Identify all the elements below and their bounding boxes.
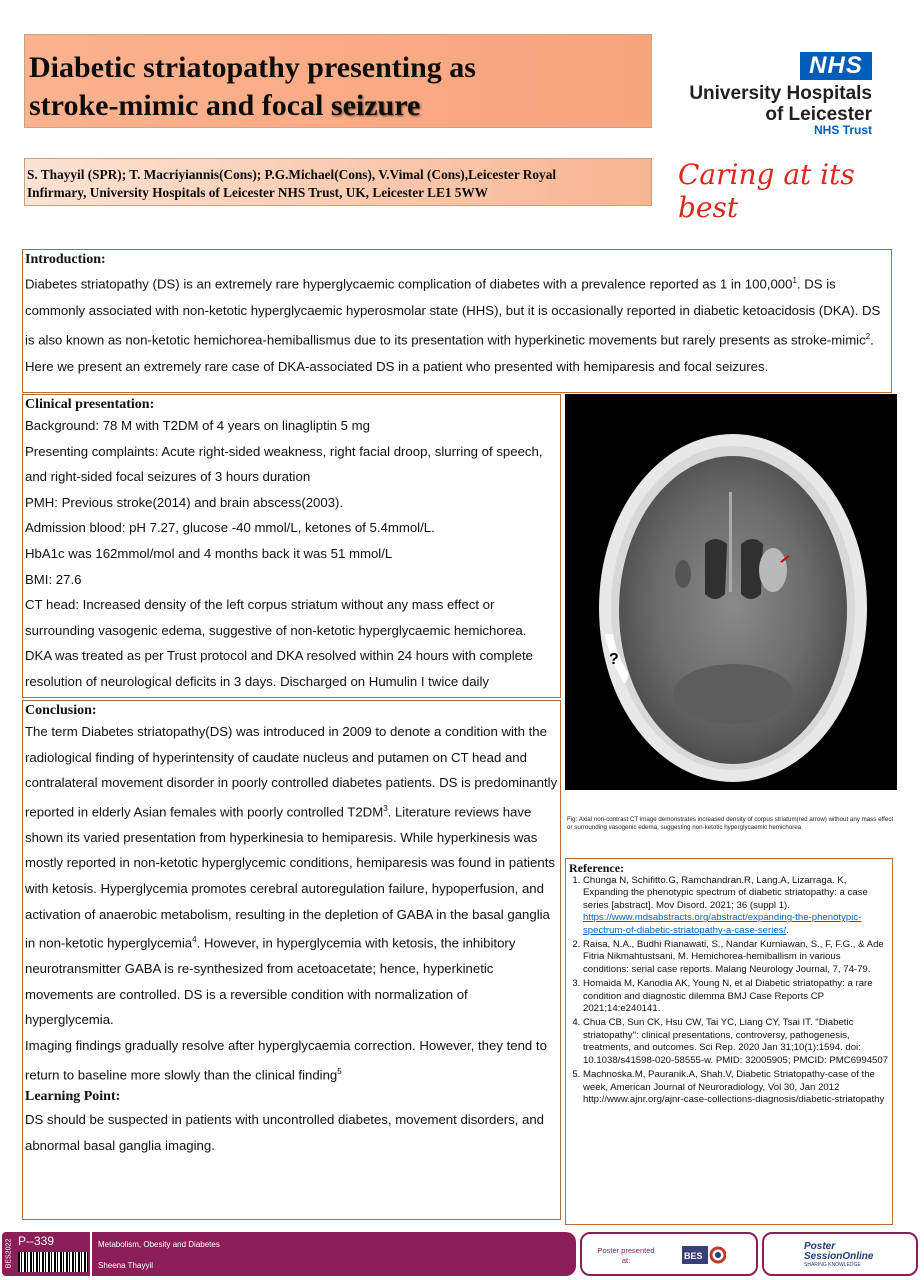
bes-logo-icon [682, 1242, 726, 1268]
slogan: Caring at its best [678, 158, 855, 224]
ct-marker: ? [609, 651, 619, 668]
clinical-line: Presenting complaints: Acute right-sided weakness, right facial droop, slurring of speech, and right-sided focal seizures of 3 hours duration [25, 443, 543, 485]
poster-topic: Metabolism, Obesity and Diabetes [98, 1240, 220, 1249]
introduction-title: Introduction: [25, 252, 106, 267]
footer [0, 1232, 924, 1280]
pso-subtitle: SHARING KNOWLEDGE [804, 1262, 861, 1268]
intro-sup-1: 1 [792, 276, 797, 285]
authors-banner [24, 158, 652, 206]
title-line-2: stroke-mimic and focal [29, 89, 331, 122]
reference-item: 4. Chua CB, Sun CK, Hsu CW, Tai YC, Liang CY, Tsai IT. "Diabetic striatopathy": clinical presentations, controversy, pathogenesis, treatments, and outcomes. Sci Rep. 2020 Jan 31;10(1):1594. doi: 10.1038/s41598-020-58555-w. PMID: 32005905; PMCID: PMC6994507 [583, 1017, 889, 1067]
learning-point-title: Learning Point: [25, 1089, 121, 1105]
introduction-text [25, 268, 889, 380]
concl-sup-1: 3 [383, 803, 388, 813]
poster-session-online-logo [762, 1232, 918, 1276]
title-line-1: Diabetic striatopathy presenting as [29, 51, 476, 84]
title-highlight: seizure [330, 89, 421, 122]
references-section [565, 858, 893, 1225]
concl-text-c: . However, in hyperglycemia with ketosis, the inhibitory neurotransmitter GABA is re-synthesized from acetoacetate; hence, hyperkinetic movements are controlled. DS is a reversible condition with normalization of hyperglycemia. [25, 935, 516, 1028]
concl-sup-2: 4 [192, 935, 197, 945]
pso-logo-text [804, 1242, 873, 1262]
event-code-vertical: BES2022 [5, 1238, 13, 1269]
presented-at-block [580, 1232, 758, 1276]
clinical-line: HbA1c was 162mmol/mol and 4 months back it was 51 mmol/L [25, 545, 393, 561]
references-title: Reference: [569, 861, 625, 875]
authors [27, 166, 649, 202]
conclusion-paragraph-2 [25, 1033, 558, 1088]
concl-text-b: . Literature reviews have shown its varied presentation from hyperkinesia to hemiparesis. While hyperkinesis was mostly reported in non-ketotic hyperglycemic conditions, hemiparesis was found in patients with ketosis. Hyperglycemia promotes cerebral autoregulation failure, hypoperfusion, and activation of anaerobic metabolism, resulting in the depletion of GABA in the basal ganglia in non-ketotic hyperglycemia [25, 804, 555, 951]
introduction-section [22, 249, 892, 393]
barcode-icon [18, 1252, 88, 1272]
bes-logo-text: BES [684, 1251, 703, 1261]
clinical-line: Background: 78 M with T2DM of 4 years on linagliptin 5 mg [25, 418, 370, 433]
nhs-logo [668, 40, 888, 224]
org-line-1: University Hospitals [689, 83, 872, 104]
intro-text-a: Diabetes striatopathy (DS) is an extremely rare hyperglycaemic complication of diabetes with a prevalence reported as 1 in 100,000 [25, 276, 793, 292]
poster-author: Sheena Thayyil [98, 1261, 153, 1270]
conclusion-section [22, 700, 561, 1220]
reference-tail: . [786, 924, 789, 936]
intro-text-b: . DS is commonly associated with non-ketotic hyperglycaemic hyperosmolar state (HHS), but it is occasionally reported in diabetic ketoacidosis (DKA). DS is also known as non-ketotic hemichorea-hemiballismus due to its presentation with hyperkinetic movements but rarely presents as stroke-mimic [25, 276, 881, 348]
reference-text: Chunga N, Schifitto.G, Ramchandran.R, Lang.A, Lizarraga. K, Expanding the phenotypic spectrum of diabetic striatopathy: a case series [abstract]. Mov Disord. 2021; 36 (suppl 1). [583, 875, 868, 911]
org-line-3: NHS Trust [813, 123, 872, 137]
reference-link[interactable]: https://www.mdsabstracts.org/abstract/expanding-the-phenotypic-spectrum-of-diabetic-striatopathy-a-case-series/ [583, 912, 862, 936]
ct-scan-image [565, 394, 897, 790]
title-banner [24, 34, 652, 128]
figure-caption: Fig: Axial non-contrast CT image demonstrates increased density of corpus striatum(red arrow) without any mass effect or surrounding vasogenic edema, suggesting non-ketotic hyperglycaemic hemichorea [567, 816, 894, 831]
clinical-line: BMI: 27.6 [25, 571, 82, 587]
reference-item [583, 875, 889, 937]
reference-item: 2. Raisa, N.A., Budhi Rianawati, S., Nandar Kurniawan, S., F, F.G., & Ade Fitria Nikmahtustsani, M. Hemichorea-hemiballism in various conditions: serial case reports. Malang Neurology Journal, 7, 74-79. [583, 939, 889, 976]
conclusion-title: Conclusion: [25, 703, 97, 718]
conclusion-paragraph-1 [25, 719, 558, 1033]
concl-text-d: Imaging findings gradually resolve after hyperglycaemia correction. However, they tend to return to baseline more slowly than the clinical finding [25, 1037, 547, 1082]
pso-line-1: Poster [804, 1241, 836, 1252]
clinical-line: CT head: Increased density of the left corpus striatum without any mass effect or surrounding vasogenic edema, suggestive of non-ketotic hyperglycaemic hemichorea. [25, 597, 527, 638]
poster-code-block [2, 1232, 90, 1276]
concl-sup-3: 5 [337, 1066, 342, 1076]
pso-line-2: SessionOnline [804, 1251, 874, 1262]
authors-line-1: S. Thayyil (SPR); T. Macriyiannis(Cons); P.G.Michael(Cons), V.Vimal (Cons),Leicester Royal [27, 167, 557, 182]
reference-item: 3. Homaida M, Kanodia AK, Young N, et al Diabetic striatopathy: a rare condition and diagnostic dilemma BMJ Case Reports CP 2021;14:e240141. [583, 978, 889, 1015]
clinical-section [22, 394, 561, 698]
concl-text-a: The term Diabetes striatopathy(DS) was introduced in 2009 to denote a condition with the radiological finding of hyperintensity of caudate nucleus and putamen on CT head and contralateral movement disorder in poorly controlled diabetes patients. DS is predominantly reported in elderly Asian females with poorly controlled T2DM [25, 724, 558, 820]
poster-title [29, 49, 651, 125]
learning-point-text: DS should be suspected in patients with uncontrolled diabetes, movement disorders, and abnormal basal ganglia imaging. [25, 1112, 545, 1154]
ct-scan-drawing [565, 394, 897, 790]
poster-info-block [92, 1232, 576, 1276]
clinical-line: Admission blood: pH 7.27, glucose -40 mmol/L, ketones of 5.4mmol/L. [25, 520, 435, 536]
clinical-title: Clinical presentation: [25, 397, 155, 412]
intro-sup-2: 2 [865, 332, 871, 342]
clinical-line: DKA was treated as per Trust protocol and DKA resolved within 24 hours with complete resolution of neurological deficits in 3 days. Discharged on Humulin I twice daily [25, 648, 533, 689]
clinical-text [25, 413, 558, 695]
presented-at-text: Poster presented at: [597, 1246, 655, 1265]
conclusion-text [25, 719, 558, 1087]
org-line-2: of Leicester [765, 104, 872, 125]
nhs-badge: NHS [800, 52, 872, 80]
references-list [569, 875, 889, 1106]
poster-code: P--339 [18, 1234, 55, 1248]
clinical-line: PMH: Previous stroke(2014) and brain abscess(2003). [25, 494, 344, 510]
authors-line-2: Infirmary, University Hospitals of Leicester NHS Trust, UK, Leicester LE1 5WW [27, 185, 489, 200]
intro-text-c: . Here we present an extremely rare case of DKA-associated DS in a patient who presented with hemiparesis and focal seizures. [25, 332, 874, 374]
reference-item: 5. Machnoska.M, Pauranik.A, Shah.V, Diabetic Striatopathy-case of the week, American Journal of Neuroradiology, Vol 30, Jan 2012 http://www.ajnr.org/ajnr-case-collections-diagnosis/diabetic-striatopathy [583, 1069, 889, 1106]
